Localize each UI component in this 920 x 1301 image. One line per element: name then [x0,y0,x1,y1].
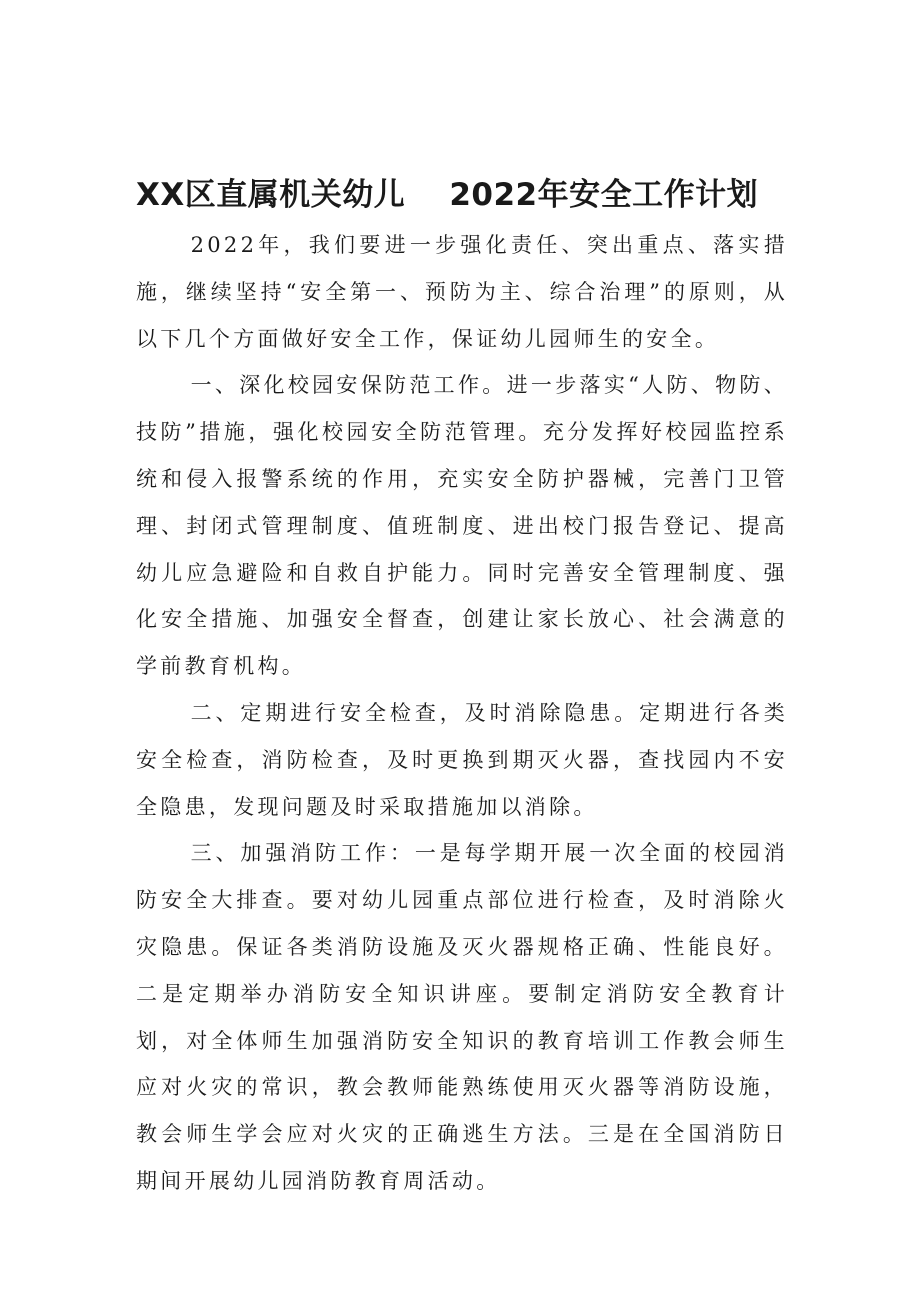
paragraph-intro: 2022年，我们要进一步强化责任、突出重点、落实措施，继续坚持“安全第一、预防为主、综合治理”的原则，从以下几个方面做好安全工作，保证幼儿园师生的安全。 [136,233,788,351]
paragraph-section-2: 二、定期进行安全检查，及时消除隐患。定期进行各类安全检查，消防检查，及时更换到期灭火器，查找园内不安全隐患，发现问题及时采取措施加以消除。 [136,700,788,819]
paragraph-section-3: 三、加强消防工作：一是每学期开展一次全面的校园消防安全大排查。要对幼儿园重点部位进行检查，及时消除火灾隐患。保证各类消防设施及灭火器规格正确、性能良好。二是定期举办消防安全知识讲座。要制定消防安全教育计划，对全体师生加强消防安全知识的教育培训工作教会师生应对火灾的常识，教会教师能熟练使用灭火器等消防设施，教会师生学会应对火灾的正确逃生方法。三是在全国消防日期间开展幼儿园消防教育周活动。 [136,841,788,1193]
paragraph-section-1: 一、深化校园安保防范工作。进一步落实“人防、物防、技防”措施，强化校园安全防范管理。充分发挥好校园监控系统和侵入报警系统的作用，充实安全防护器械，完善门卫管理、封闭式管理制度、值班制度、进出校门报告登记、提高幼儿应急避险和自救自护能力。同时完善安全管理制度、强化安全措施、加强安全督查，创建让家长放心、社会满意的学前教育机构。 [136,373,788,679]
document-body [136,222,788,1205]
title-part-1: XX区直属机关幼儿 [136,177,406,213]
title-part-2: 2022年安全工作计划 [449,177,759,213]
document-title [136,170,796,220]
